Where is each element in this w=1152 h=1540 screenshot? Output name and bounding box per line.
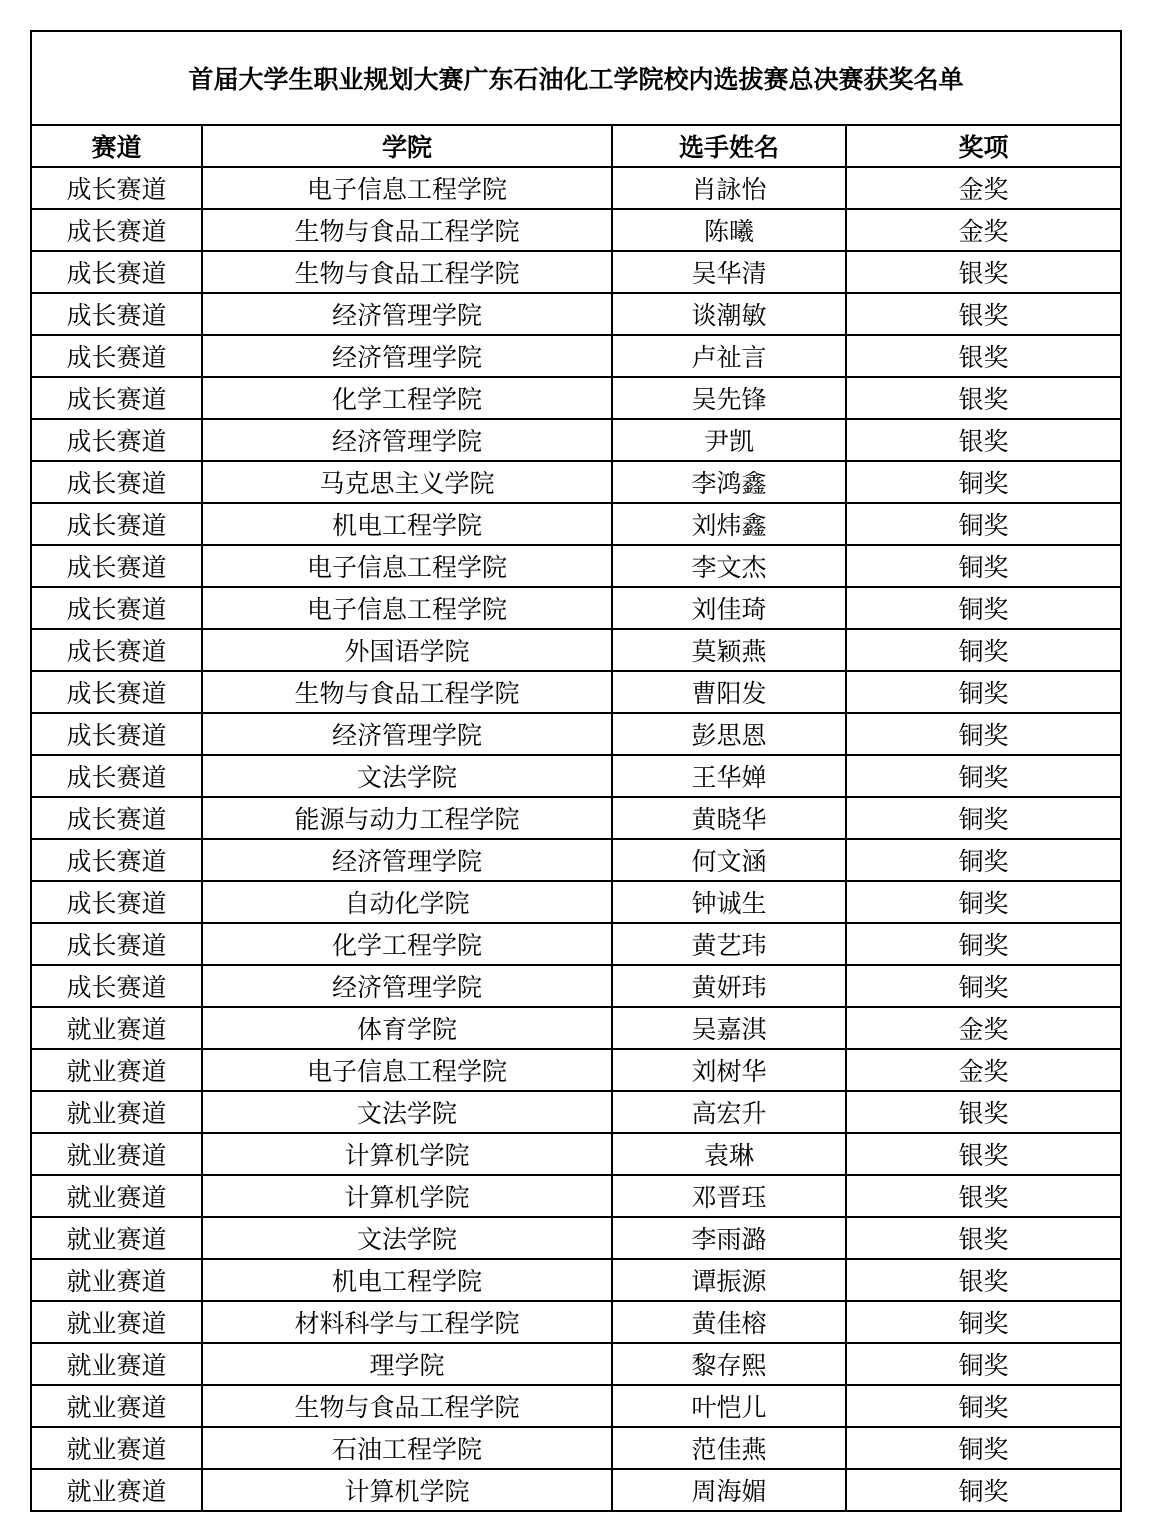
cell-award: 铜奖 xyxy=(846,1385,1121,1427)
cell-track: 就业赛道 xyxy=(31,1469,202,1511)
cell-award: 铜奖 xyxy=(846,797,1121,839)
table-row xyxy=(31,1091,1121,1133)
table-row xyxy=(31,503,1121,545)
table-row xyxy=(31,461,1121,503)
cell-name: 黎存熙 xyxy=(612,1343,846,1385)
header-track: 赛道 xyxy=(31,125,202,167)
table-row xyxy=(31,881,1121,923)
table-row xyxy=(31,545,1121,587)
cell-award: 金奖 xyxy=(846,1049,1121,1091)
cell-name: 莫颖燕 xyxy=(612,629,846,671)
cell-college: 文法学院 xyxy=(202,1217,612,1259)
cell-award: 银奖 xyxy=(846,293,1121,335)
cell-track: 成长赛道 xyxy=(31,755,202,797)
cell-college: 体育学院 xyxy=(202,1007,612,1049)
cell-college: 能源与动力工程学院 xyxy=(202,797,612,839)
table-row xyxy=(31,293,1121,335)
header-award: 奖项 xyxy=(846,125,1121,167)
cell-name: 黄艺玮 xyxy=(612,923,846,965)
table-row xyxy=(31,1217,1121,1259)
cell-name: 黄佳榕 xyxy=(612,1301,846,1343)
cell-name: 陈曦 xyxy=(612,209,846,251)
cell-college: 生物与食品工程学院 xyxy=(202,251,612,293)
document-title: 首届大学生职业规划大赛广东石油化工学院校内选拔赛总决赛获奖名单 xyxy=(31,31,1121,125)
cell-award: 银奖 xyxy=(846,1217,1121,1259)
cell-award: 铜奖 xyxy=(846,629,1121,671)
cell-name: 黄妍玮 xyxy=(612,965,846,1007)
cell-name: 袁琳 xyxy=(612,1133,846,1175)
table-row xyxy=(31,209,1121,251)
cell-college: 文法学院 xyxy=(202,755,612,797)
cell-college: 计算机学院 xyxy=(202,1175,612,1217)
table-row xyxy=(31,965,1121,1007)
cell-college: 材料科学与工程学院 xyxy=(202,1301,612,1343)
cell-track: 成长赛道 xyxy=(31,545,202,587)
cell-track: 成长赛道 xyxy=(31,335,202,377)
cell-name: 邓晋珏 xyxy=(612,1175,846,1217)
cell-college: 生物与食品工程学院 xyxy=(202,209,612,251)
cell-award: 铜奖 xyxy=(846,923,1121,965)
cell-award: 铜奖 xyxy=(846,755,1121,797)
cell-track: 成长赛道 xyxy=(31,419,202,461)
cell-track: 就业赛道 xyxy=(31,1091,202,1133)
cell-name: 尹凯 xyxy=(612,419,846,461)
cell-track: 成长赛道 xyxy=(31,503,202,545)
cell-award: 铜奖 xyxy=(846,1343,1121,1385)
cell-award: 银奖 xyxy=(846,1133,1121,1175)
cell-college: 计算机学院 xyxy=(202,1469,612,1511)
cell-college: 经济管理学院 xyxy=(202,965,612,1007)
table-row xyxy=(31,1469,1121,1511)
cell-track: 成长赛道 xyxy=(31,377,202,419)
cell-track: 成长赛道 xyxy=(31,713,202,755)
table-row xyxy=(31,1049,1121,1091)
cell-college: 化学工程学院 xyxy=(202,923,612,965)
cell-college: 电子信息工程学院 xyxy=(202,545,612,587)
cell-name: 吴华清 xyxy=(612,251,846,293)
cell-track: 成长赛道 xyxy=(31,965,202,1007)
table-row xyxy=(31,1259,1121,1301)
table-row xyxy=(31,419,1121,461)
cell-track: 就业赛道 xyxy=(31,1301,202,1343)
table-row xyxy=(31,1007,1121,1049)
cell-college: 电子信息工程学院 xyxy=(202,1049,612,1091)
cell-award: 铜奖 xyxy=(846,713,1121,755)
cell-college: 理学院 xyxy=(202,1343,612,1385)
cell-college: 经济管理学院 xyxy=(202,419,612,461)
cell-track: 就业赛道 xyxy=(31,1007,202,1049)
cell-college: 化学工程学院 xyxy=(202,377,612,419)
cell-college: 经济管理学院 xyxy=(202,335,612,377)
cell-track: 成长赛道 xyxy=(31,839,202,881)
table-row xyxy=(31,1175,1121,1217)
cell-track: 就业赛道 xyxy=(31,1427,202,1469)
cell-award: 铜奖 xyxy=(846,881,1121,923)
cell-name: 吴嘉淇 xyxy=(612,1007,846,1049)
table-row xyxy=(31,1133,1121,1175)
cell-track: 成长赛道 xyxy=(31,797,202,839)
cell-college: 自动化学院 xyxy=(202,881,612,923)
cell-award: 铜奖 xyxy=(846,965,1121,1007)
cell-name: 刘树华 xyxy=(612,1049,846,1091)
cell-award: 银奖 xyxy=(846,1259,1121,1301)
cell-award: 铜奖 xyxy=(846,671,1121,713)
cell-track: 就业赛道 xyxy=(31,1385,202,1427)
cell-college: 电子信息工程学院 xyxy=(202,167,612,209)
cell-award: 铜奖 xyxy=(846,503,1121,545)
header-college: 学院 xyxy=(202,125,612,167)
cell-name: 李文杰 xyxy=(612,545,846,587)
table-row xyxy=(31,1385,1121,1427)
cell-college: 电子信息工程学院 xyxy=(202,587,612,629)
cell-college: 马克思主义学院 xyxy=(202,461,612,503)
cell-track: 成长赛道 xyxy=(31,167,202,209)
table-row xyxy=(31,629,1121,671)
cell-name: 周海媚 xyxy=(612,1469,846,1511)
cell-track: 成长赛道 xyxy=(31,629,202,671)
cell-award: 银奖 xyxy=(846,1091,1121,1133)
cell-college: 机电工程学院 xyxy=(202,503,612,545)
cell-award: 铜奖 xyxy=(846,1469,1121,1511)
cell-name: 叶恺儿 xyxy=(612,1385,846,1427)
cell-track: 成长赛道 xyxy=(31,671,202,713)
cell-name: 钟诚生 xyxy=(612,881,846,923)
cell-name: 王华婵 xyxy=(612,755,846,797)
cell-name: 彭思恩 xyxy=(612,713,846,755)
cell-name: 黄晓华 xyxy=(612,797,846,839)
cell-college: 生物与食品工程学院 xyxy=(202,1385,612,1427)
cell-award: 金奖 xyxy=(846,1007,1121,1049)
cell-track: 成长赛道 xyxy=(31,251,202,293)
table-row xyxy=(31,1427,1121,1469)
cell-award: 铜奖 xyxy=(846,545,1121,587)
cell-award: 银奖 xyxy=(846,251,1121,293)
cell-track: 就业赛道 xyxy=(31,1259,202,1301)
table-row xyxy=(31,335,1121,377)
table-row xyxy=(31,923,1121,965)
cell-name: 刘佳琦 xyxy=(612,587,846,629)
cell-award: 银奖 xyxy=(846,1175,1121,1217)
title-row xyxy=(31,31,1121,125)
cell-college: 经济管理学院 xyxy=(202,839,612,881)
cell-track: 就业赛道 xyxy=(31,1343,202,1385)
cell-track: 成长赛道 xyxy=(31,923,202,965)
cell-track: 成长赛道 xyxy=(31,293,202,335)
cell-award: 铜奖 xyxy=(846,461,1121,503)
cell-award: 金奖 xyxy=(846,167,1121,209)
cell-name: 李鸿鑫 xyxy=(612,461,846,503)
table-row xyxy=(31,167,1121,209)
cell-college: 石油工程学院 xyxy=(202,1427,612,1469)
cell-name: 卢祉言 xyxy=(612,335,846,377)
cell-college: 外国语学院 xyxy=(202,629,612,671)
cell-track: 就业赛道 xyxy=(31,1049,202,1091)
table-row xyxy=(31,839,1121,881)
table-row xyxy=(31,587,1121,629)
cell-award: 银奖 xyxy=(846,377,1121,419)
cell-track: 就业赛道 xyxy=(31,1175,202,1217)
header-name: 选手姓名 xyxy=(612,125,846,167)
cell-track: 成长赛道 xyxy=(31,881,202,923)
table-row xyxy=(31,671,1121,713)
cell-track: 就业赛道 xyxy=(31,1133,202,1175)
cell-name: 李雨潞 xyxy=(612,1217,846,1259)
cell-award: 铜奖 xyxy=(846,839,1121,881)
cell-name: 肖詠怡 xyxy=(612,167,846,209)
cell-college: 生物与食品工程学院 xyxy=(202,671,612,713)
cell-award: 铜奖 xyxy=(846,1301,1121,1343)
award-list-table xyxy=(30,30,1122,1512)
cell-name: 谈潮敏 xyxy=(612,293,846,335)
cell-award: 银奖 xyxy=(846,335,1121,377)
cell-award: 银奖 xyxy=(846,419,1121,461)
table-row xyxy=(31,713,1121,755)
cell-name: 吴先锋 xyxy=(612,377,846,419)
header-row xyxy=(31,125,1121,167)
cell-award: 铜奖 xyxy=(846,1427,1121,1469)
cell-award: 金奖 xyxy=(846,209,1121,251)
table-row xyxy=(31,755,1121,797)
cell-track: 成长赛道 xyxy=(31,587,202,629)
cell-college: 计算机学院 xyxy=(202,1133,612,1175)
cell-track: 成长赛道 xyxy=(31,461,202,503)
cell-name: 高宏升 xyxy=(612,1091,846,1133)
table-row xyxy=(31,251,1121,293)
table-row xyxy=(31,797,1121,839)
cell-college: 经济管理学院 xyxy=(202,713,612,755)
cell-college: 文法学院 xyxy=(202,1091,612,1133)
cell-track: 就业赛道 xyxy=(31,1217,202,1259)
cell-award: 铜奖 xyxy=(846,587,1121,629)
cell-name: 何文涵 xyxy=(612,839,846,881)
table-row xyxy=(31,1343,1121,1385)
cell-college: 经济管理学院 xyxy=(202,293,612,335)
cell-track: 成长赛道 xyxy=(31,209,202,251)
cell-name: 曹阳发 xyxy=(612,671,846,713)
cell-college: 机电工程学院 xyxy=(202,1259,612,1301)
cell-name: 刘炜鑫 xyxy=(612,503,846,545)
table-body xyxy=(31,31,1121,1511)
table-row xyxy=(31,377,1121,419)
table-row xyxy=(31,1301,1121,1343)
cell-name: 谭振源 xyxy=(612,1259,846,1301)
cell-name: 范佳燕 xyxy=(612,1427,846,1469)
